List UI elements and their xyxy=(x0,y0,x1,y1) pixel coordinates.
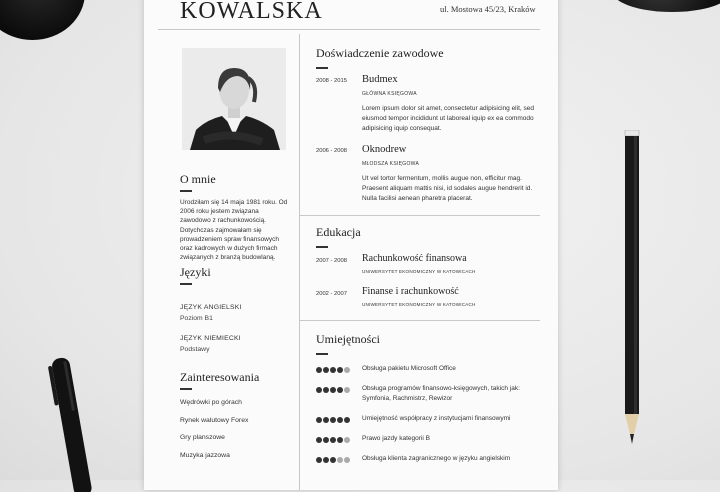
skill-rating xyxy=(316,457,350,463)
rating-dot-empty xyxy=(344,367,350,373)
language-name: JĘZYK ANGIELSKI xyxy=(180,304,242,311)
pen-icon xyxy=(48,352,108,492)
language-level: Poziom B1 xyxy=(180,315,213,322)
rating-dot-filled xyxy=(330,367,336,373)
job-role: GŁÓWNA KSIĘGOWA xyxy=(362,91,417,97)
section-divider xyxy=(300,215,540,216)
black-bowl xyxy=(0,0,85,40)
skill-text: Umiejętność współpracy z instytucjami finansowymi xyxy=(362,415,511,422)
interests-heading: Zainteresowania xyxy=(180,370,260,384)
skill-text: Obsługa klienta zagranicznego w języku angielskim xyxy=(362,455,511,462)
skills-heading: Umiejętności xyxy=(316,332,380,346)
rating-dot-filled xyxy=(316,387,322,393)
skill-text: Prawo jazdy kategorii B xyxy=(362,435,430,442)
address: ul. Mostowa 45/23, Kraków xyxy=(440,4,536,14)
job-description: Ut vel tortor fermentum, mollis augue non, efficitur mag. Praesent aliquam mattis nisi, id sodales augue hendrerit id. Nulla facilisi aenean pharetra placerat. xyxy=(362,175,533,202)
languages-heading: Języki xyxy=(180,265,211,279)
about-heading: O mnie xyxy=(180,172,216,186)
rating-dot-filled xyxy=(337,367,343,373)
interest-item: Gry planszowe xyxy=(180,434,225,441)
section-divider xyxy=(300,320,540,321)
skill-rating xyxy=(316,417,350,423)
interest-item: Muzyka jazzowa xyxy=(180,452,230,459)
job-description: Lorem ipsum dolor sit amet, consectetur adipisicing elit, sed eiusmod tempor incididunt ut laboreal iquip ex ea commodo adipisicing iquip consequat. xyxy=(362,105,534,132)
job-company: Oknodrew xyxy=(362,144,407,155)
black-cup xyxy=(612,0,720,12)
job-period: 2008 - 2015 xyxy=(316,78,347,84)
experience-heading: Doświadczenie zawodowe xyxy=(316,46,444,60)
job-period: 2006 - 2008 xyxy=(316,148,347,154)
rating-dot-filled xyxy=(330,457,336,463)
rating-dot-filled xyxy=(337,437,343,443)
interests-heading-dash xyxy=(180,388,192,390)
job-company: Budmex xyxy=(362,74,398,85)
about-heading-dash xyxy=(180,190,192,192)
rating-dot-filled xyxy=(330,437,336,443)
education-title: Finanse i rachunkowość xyxy=(362,286,459,297)
rating-dot-filled xyxy=(337,387,343,393)
skill-rating xyxy=(316,387,350,393)
languages-heading-dash xyxy=(180,283,192,285)
rating-dot-empty xyxy=(344,387,350,393)
surname: KOWALSKA xyxy=(180,0,323,24)
rating-dot-filled xyxy=(316,367,322,373)
interest-item: Wędrówki po górach xyxy=(180,399,242,406)
skill-text: Obsługa pakietu Microsoft Office xyxy=(362,365,456,372)
about-text: Urodziłam się 14 maja 1981 roku. Od 2006 roku jestem związana zawodowo z rachunkowością. Dotychczas zajmowałam się prowadzeniem spraw finansowych oraz kadrowych w dużych firmach związanych z branżą budowlaną. xyxy=(180,199,288,262)
rating-dot-filled xyxy=(337,417,343,423)
experience-heading-dash xyxy=(316,67,328,69)
job-role: MŁODSZA KSIĘGOWA xyxy=(362,161,420,167)
education-school: UNIWERSYTET EKONOMICZNY W KATOWICACH xyxy=(362,269,476,274)
rating-dot-filled xyxy=(316,437,322,443)
skill-text: Obsługa programów finansowo-księgowych, takich jak: Symfonia, Rachmistrz, Rewizor xyxy=(362,385,520,402)
rating-dot-filled xyxy=(344,417,350,423)
education-title: Rachunkowość finansowa xyxy=(362,253,467,264)
interest-item: Rynek walutowy Forex xyxy=(180,417,249,424)
rating-dot-filled xyxy=(323,387,329,393)
rating-dot-empty xyxy=(344,437,350,443)
rating-dot-filled xyxy=(316,417,322,423)
education-heading: Edukacja xyxy=(316,225,361,239)
education-period: 2007 - 2008 xyxy=(316,258,347,264)
rating-dot-filled xyxy=(323,437,329,443)
skill-rating xyxy=(316,367,350,373)
language-name: JĘZYK NIEMIECKI xyxy=(180,335,241,342)
resume-sheet xyxy=(144,0,558,490)
rating-dot-filled xyxy=(323,367,329,373)
rating-dot-empty xyxy=(344,457,350,463)
education-school: UNIWERSYTET EKONOMICZNY W KATOWICACH xyxy=(362,302,476,307)
column-divider xyxy=(299,34,300,490)
education-period: 2002 - 2007 xyxy=(316,291,347,297)
profile-photo xyxy=(182,48,286,150)
pencil-icon xyxy=(622,130,642,450)
rating-dot-empty xyxy=(337,457,343,463)
header-divider xyxy=(158,29,540,30)
rating-dot-filled xyxy=(330,417,336,423)
rating-dot-filled xyxy=(316,457,322,463)
rating-dot-filled xyxy=(323,457,329,463)
rating-dot-filled xyxy=(330,387,336,393)
rating-dot-filled xyxy=(323,417,329,423)
skills-heading-dash xyxy=(316,353,328,355)
language-level: Podstawy xyxy=(180,346,210,353)
education-heading-dash xyxy=(316,246,328,248)
skill-rating xyxy=(316,437,350,443)
